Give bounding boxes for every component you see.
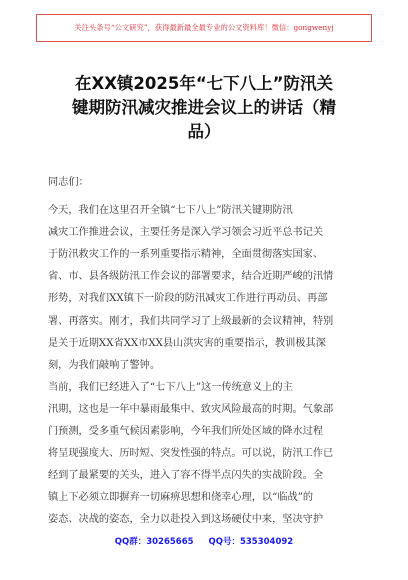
title-line-1: 在XX镇2025年“七下八上”防汛关: [74, 74, 334, 93]
body-line: 省、市、县各级防汛工作会议的部署要求，结合近期严峻的汛情: [48, 271, 334, 283]
body-line: 于防汛救灾工作的一系列重要指示精神，全面贯彻落实国家、: [48, 249, 324, 261]
body-line: 当前，我们已经进入了“七下八上”这一传统意义上的主: [48, 381, 293, 393]
title-line-3: 品）: [187, 122, 221, 141]
qq-group: QQ群：30265665: [114, 537, 194, 547]
body-line: 署、再落实。刚才，我们共同学习了上级最新的会议精神，特别: [48, 315, 334, 327]
body-line: 是关于近期XX省XX市XX县山洪灾害的重要指示，教训极其深: [48, 337, 326, 349]
body-line: 今天，我们在这里召开全镇“七下八上”防汛关键期防汛: [48, 205, 293, 217]
body-line: 镇上下必须立即摒弃一切麻痹思想和侥幸心理，以“临战”的: [48, 492, 314, 504]
body-line: 汛期，这也是一年中暴雨最集中、致灾风险最高的时期。气象部: [48, 403, 334, 415]
document-title: [44, 72, 364, 144]
body-line: 减灾工作推进会议，主要任务是深入学习领会习近平总书记关: [48, 227, 324, 239]
body-line: 姿态、决战的姿态，全力以赴投入到这场硬仗中来，坚决守护: [48, 514, 324, 526]
body-line: 门预测，受多重气候因素影响，今年我们所处区域的降水过程: [48, 426, 324, 438]
title-line-2: 键期防汛减灾推进会议上的讲话（精: [72, 98, 336, 117]
body-line: 经到了最紧要的关头，进入了容不得半点闪失的实战阶段。全: [48, 470, 324, 482]
body-line: 形势，对我们XX镇下一阶段的防汛减灾工作进行再动员、再部: [48, 293, 328, 305]
header-banner: 关注头条号“公文研究”，获得最新最全最专业的公文资料库！微信：gongwenyj: [36, 14, 372, 42]
greeting: 同志们：: [48, 177, 89, 188]
qq-number: QQ号：535304092: [208, 537, 294, 547]
document-body: [48, 172, 360, 532]
body-line: 将呈现强度大、历时短、突发性强的特点。可以说，防汛工作已: [48, 448, 334, 460]
body-line: 刻，为我们敲响了警钟。: [48, 359, 161, 371]
footer-contact: [0, 535, 408, 547]
